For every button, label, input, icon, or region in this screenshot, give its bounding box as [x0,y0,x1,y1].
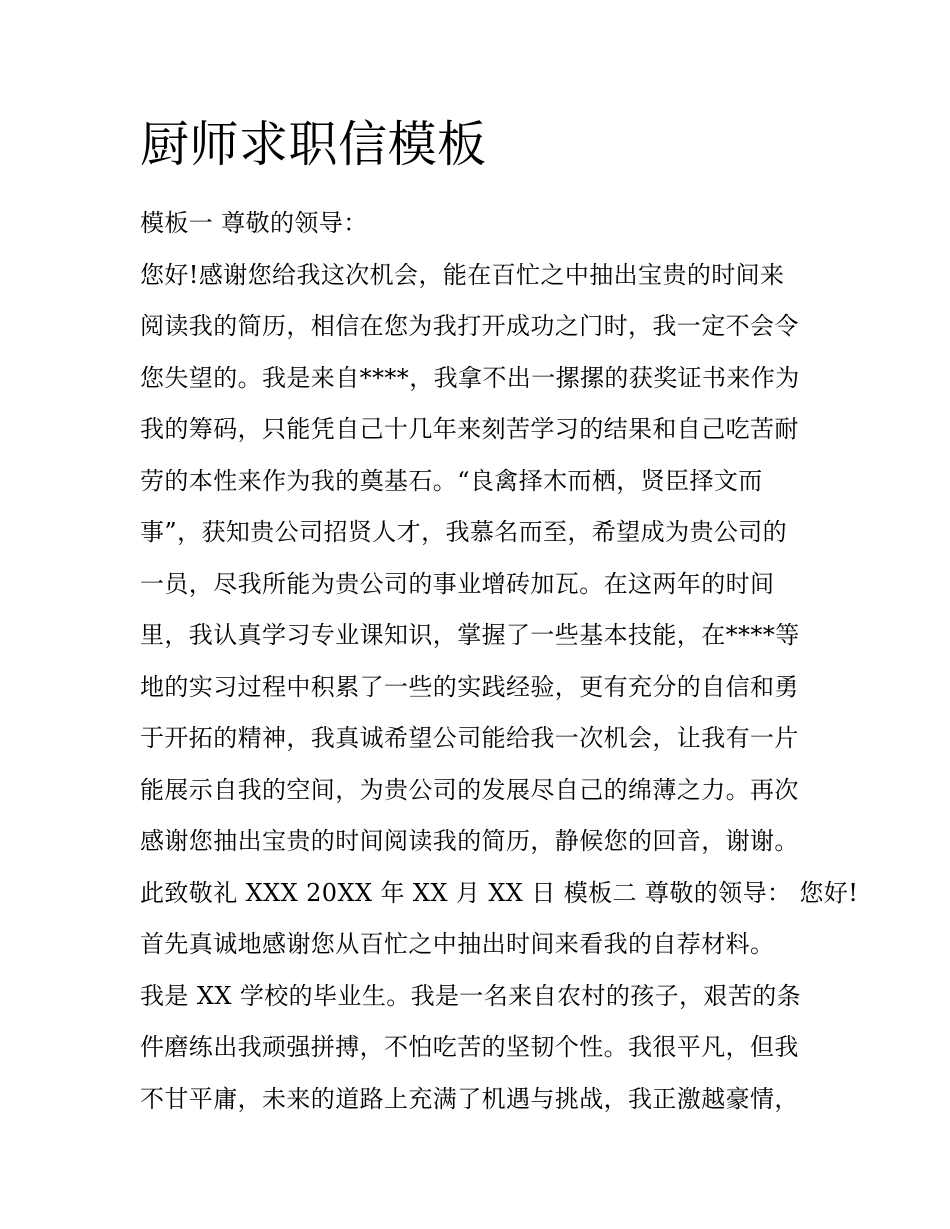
text-line: 此致敬礼 XXX 20XX 年 XX 月 XX 日 模板二 尊敬的领导： 您好! [140,878,859,907]
text-line: 您失望的。我是来自****，我拿不出一摞摞的获奖证书来作为 [140,363,800,392]
text-line: 地的实习过程中积累了一些的实践经验，更有充分的自信和勇 [140,672,799,701]
text-line: 事”，获知贵公司招贤人才，我慕名而至，希望成为贵公司的 [140,518,788,546]
text-line: 我是 XX 学校的毕业生。我是一名来自农村的孩子，艰苦的条 [140,981,802,1010]
text-line: 能展示自我的空间，为贵公司的发展尽自己的绵薄之力。再次 [140,775,799,804]
text-line: 首先真诚地感谢您从百忙之中抽出时间来看我的自荐材料。 [140,930,775,958]
text-line: 模板一 尊敬的领导： [140,209,368,237]
text-line: 里，我认真学习专业课知识，掌握了一些基本技能，在****等 [140,621,800,649]
text-line: 一员，尽我所能为贵公司的事业增砖加瓦。在这两年的时间 [140,569,775,598]
text-line: 劳的本性来作为我的奠基石。“良禽择木而栖，贤臣择文而 [140,466,763,495]
text-line: 于开拓的精神，我真诚希望公司能给我一次机会，让我有一片 [140,724,799,752]
text-line: 阅读我的简历，相信在您为我打开成功之门时，我一定不会令 [140,312,799,340]
text-line: 件磨练出我顽强拼搏，不怕吃苦的坚韧个性。我很平凡，但我 [140,1033,799,1061]
document-title: 厨师求职信模板 [140,116,487,173]
text-line: 感谢您抽出宝贵的时间阅读我的简历，静候您的回音，谢谢。 [140,827,799,855]
text-line: 不甘平庸，未来的道路上充满了机遇与挑战，我正激越豪情， [140,1084,799,1113]
document-body [140,200,859,1127]
text-line: 您好!感谢您给我这次机会，能在百忙之中抽出宝贵的时间来 [140,260,785,289]
text-line: 我的筹码，只能凭自己十几年来刻苦学习的结果和自己吃苦耐 [140,415,799,443]
